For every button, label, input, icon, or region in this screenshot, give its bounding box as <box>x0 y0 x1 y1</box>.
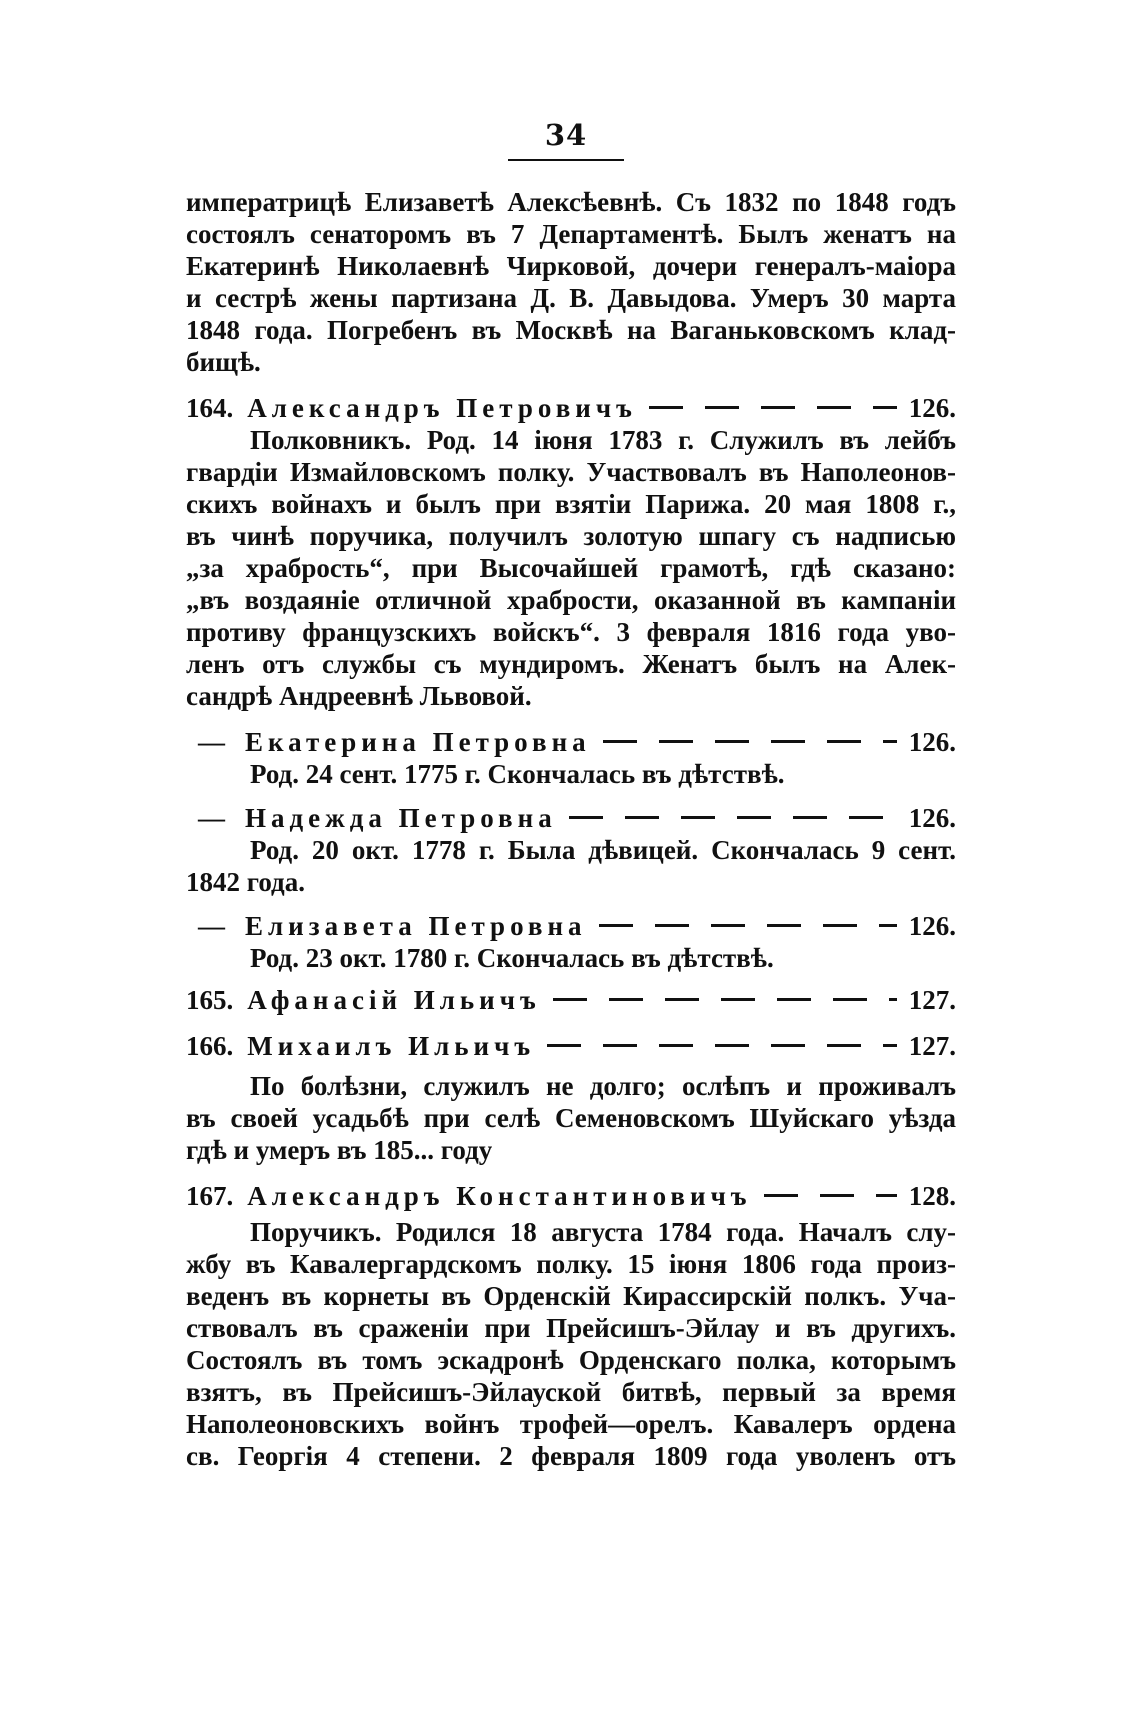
intro-line: состоялъ сенаторомъ въ 7 Департаментѣ. Былъ женатъ на <box>186 219 956 249</box>
entry-name: Надежда Петровна <box>245 803 557 833</box>
entry-heading <box>186 1180 956 1212</box>
dash-leader <box>599 924 897 927</box>
entry-name: Александръ Петровичъ <box>247 393 637 423</box>
entry-text-line: 1842 года. <box>186 867 305 897</box>
page-number: 34 <box>544 118 588 152</box>
entry-text-line: скихъ войнахъ и былъ при взятіи Парижа. 20 мая 1808 г., <box>186 489 956 519</box>
intro-line: и сестрѣ жены партизана Д. В. Давыдова. Умеръ 30 марта <box>186 283 956 313</box>
entry-text-line: взятъ, въ Прейсишъ-Эйлауской битвѣ, первый за время <box>186 1377 956 1407</box>
entry-heading <box>186 984 956 1016</box>
entry-reference: 126. <box>908 911 956 941</box>
entry-heading <box>186 1030 956 1062</box>
entry-text-line: противу французскихъ войскъ“. 3 февраля 1816 года уво- <box>186 617 956 647</box>
entry-text-line: Наполеоновскихъ войнъ трофей—орелъ. Кавалеръ ордена <box>186 1409 956 1439</box>
entry-name: Александръ Константиновичъ <box>247 1181 752 1211</box>
entry-text-line: „въ воздаяніе отличной храбрости, оказанной въ кампаніи <box>186 585 956 615</box>
entry-text-line: гдѣ и умеръ въ 185... году <box>186 1135 493 1165</box>
page-number-rule <box>508 159 624 161</box>
dash-leader <box>764 1194 897 1197</box>
dash-leader <box>547 1044 897 1047</box>
entry-text-line: гвардіи Измайловскомъ полку. Участвовалъ въ Наполеонов- <box>186 457 956 487</box>
entry-name: Екатерина Петровна <box>245 727 591 757</box>
entry-text-line: Род. 20 окт. 1778 г. Была дѣвицей. Скончалась 9 сент. <box>250 835 956 865</box>
entry-text-line: въ своей усадьбѣ при селѣ Семеновскомъ Шуйскаго уѣзда <box>186 1103 956 1133</box>
entry-text-line: ленъ отъ службы съ мундиромъ. Женатъ былъ на Алек- <box>186 649 956 679</box>
entry-text-line: Полковникъ. Род. 14 іюня 1783 г. Служилъ въ лейбъ <box>250 425 956 455</box>
entry-number: 165. <box>186 985 234 1015</box>
entry-text-line: Род. 23 окт. 1780 г. Скончалась въ дѣтствѣ. <box>250 943 774 973</box>
entry-text-line: Поручикъ. Родился 18 августа 1784 года. Началъ слу- <box>250 1217 956 1247</box>
dash-leader <box>649 406 897 409</box>
entry-text-line: въ чинѣ поручика, получилъ золотую шпагу съ надписью <box>186 521 956 551</box>
entry-heading <box>186 392 956 424</box>
intro-line: бищѣ. <box>186 347 261 377</box>
entry-name: Михаилъ Ильичъ <box>247 1031 536 1061</box>
entry-heading <box>186 726 956 758</box>
entry-number: — <box>198 911 225 941</box>
dash-leader <box>569 816 897 819</box>
entry-number: 164. <box>186 393 234 423</box>
entry-text-line: Состоялъ въ томъ эскадронѣ Орденскаго полка, которымъ <box>186 1345 956 1375</box>
entry-number: 167. <box>186 1181 234 1211</box>
entry-text-line: жбу въ Кавалергардскомъ полку. 15 іюня 1806 года произ- <box>186 1249 956 1279</box>
entry-text-line: Род. 24 сент. 1775 г. Скончалась въ дѣтствѣ. <box>250 759 785 789</box>
dash-leader <box>553 998 897 1001</box>
entry-reference: 126. <box>908 393 956 423</box>
entry-heading <box>186 910 956 942</box>
entry-name: Елизавета Петровна <box>245 911 587 941</box>
dash-leader <box>603 740 897 743</box>
entry-reference: 127. <box>908 985 956 1015</box>
entry-number: — <box>198 727 225 757</box>
entry-text-line: веденъ въ корнеты въ Орденскій Кирассирскій полкъ. Уча- <box>186 1281 956 1311</box>
entry-number: 166. <box>186 1031 234 1061</box>
entry-reference: 126. <box>908 803 956 833</box>
intro-line: императрицѣ Елизаветѣ Алексѣевнѣ. Съ 1832 по 1848 годъ <box>186 187 956 217</box>
intro-line: Екатеринѣ Николаевнѣ Чирковой, дочери генералъ-маіора <box>186 251 956 281</box>
entry-text-line: „за храбрость“, при Высочайшей грамотѣ, гдѣ сказано: <box>186 553 956 583</box>
intro-line: 1848 года. Погребенъ въ Москвѣ на Ваганьковскомъ клад- <box>186 315 956 345</box>
entry-reference: 127. <box>908 1031 956 1061</box>
entry-text-line: По болѣзни, служилъ не долго; ослѣпъ и проживалъ <box>250 1071 956 1101</box>
entry-text-line: ствовалъ въ сраженіи при Прейсишъ-Эйлау и въ другихъ. <box>186 1313 956 1343</box>
entry-number: — <box>198 803 225 833</box>
entry-text-line: сандрѣ Андреевнѣ Львовой. <box>186 681 532 711</box>
entry-reference: 126. <box>908 727 956 757</box>
entry-name: Афанасій Ильичъ <box>247 985 541 1015</box>
entry-reference: 128. <box>908 1181 956 1211</box>
entry-heading <box>186 802 956 834</box>
entry-text-line: св. Георгія 4 степени. 2 февраля 1809 года уволенъ отъ <box>186 1441 956 1471</box>
